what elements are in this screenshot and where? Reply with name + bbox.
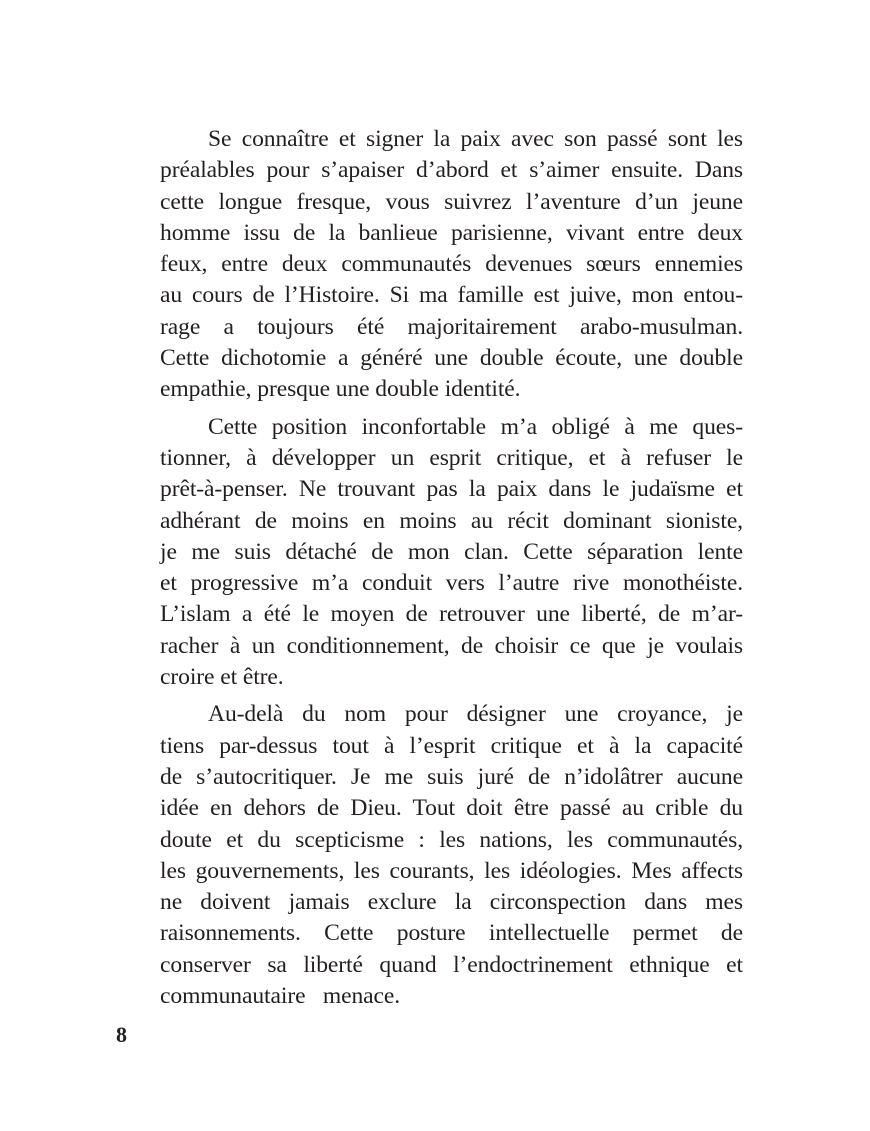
text-line: Au-delà du nom pour désigner une croyance, je (208, 701, 743, 728)
paragraph-3 (160, 699, 743, 1012)
text-line: idée en dehors de Dieu. Tout doit être passé au crible du (160, 795, 743, 822)
text-line: L’islam a été le moyen de retrouver une liberté, de m’ar- (160, 601, 743, 628)
text-line: les gouvernements, les courants, les idéologies. Mes affects (160, 857, 743, 884)
text-line: prêt-à-penser. Ne trouvant pas la paix dans le judaïsme et (160, 476, 743, 503)
text-line: croire et être. (160, 664, 284, 691)
text-line: communautaire menace. (160, 983, 401, 1010)
text-line: adhérant de moins en moins au récit dominant sioniste, (160, 507, 743, 534)
text-line: ne doivent jamais exclure la circonspection dans mes (160, 889, 743, 916)
paragraph-1 (160, 124, 743, 406)
text-line: homme issu de la banlieue parisienne, vivant entre deux (160, 219, 743, 246)
text-line: Cette position inconfortable m’a obligé à me ques- (208, 413, 743, 440)
text-line: Se connaître et signer la paix avec son passé sont les (208, 126, 743, 152)
text-line: feux, entre deux communautés devenues sœurs ennemies (160, 251, 743, 278)
text-line: et progressive m’a conduit vers l’autre rive monothéiste. (160, 570, 743, 597)
text-line: rage a toujours été majoritairement arabo-musulman. (160, 313, 743, 340)
text-line: empathie, presque une double identité. (160, 376, 521, 403)
paragraph-2 (160, 412, 743, 694)
text-line: Cette dichotomie a généré une double écoute, une double (160, 345, 743, 372)
text-line: doute et du scepticisme : les nations, les communautés, (160, 826, 743, 853)
text-line: conserver sa liberté quand l’endoctrinement ethnique et (160, 951, 743, 978)
text-line: je me suis détaché de mon clan. Cette séparation lente (160, 538, 743, 565)
text-line: racher à un conditionnement, de choisir ce que je voulais (160, 632, 743, 659)
text-line: préalables pour s’apaiser d’abord et s’aimer ensuite. Dans (160, 157, 743, 184)
text-line: tiens par-dessus tout à l’esprit critique et à la capacité (160, 732, 743, 759)
text-line: tionner, à développer un esprit critique, et à refuser le (160, 444, 743, 471)
text-line: raisonnements. Cette posture intellectuelle permet de (160, 920, 743, 947)
page-number: 8 (116, 1022, 127, 1047)
text-line: cette longue fresque, vous suivrez l’aventure d’un jeune (160, 188, 743, 215)
text-line: de s’autocritiquer. Je me suis juré de n’idolâtrer aucune (160, 763, 743, 790)
body-text (160, 124, 743, 1018)
text-line: au cours de l’Histoire. Si ma famille est juive, mon entou- (160, 282, 743, 309)
